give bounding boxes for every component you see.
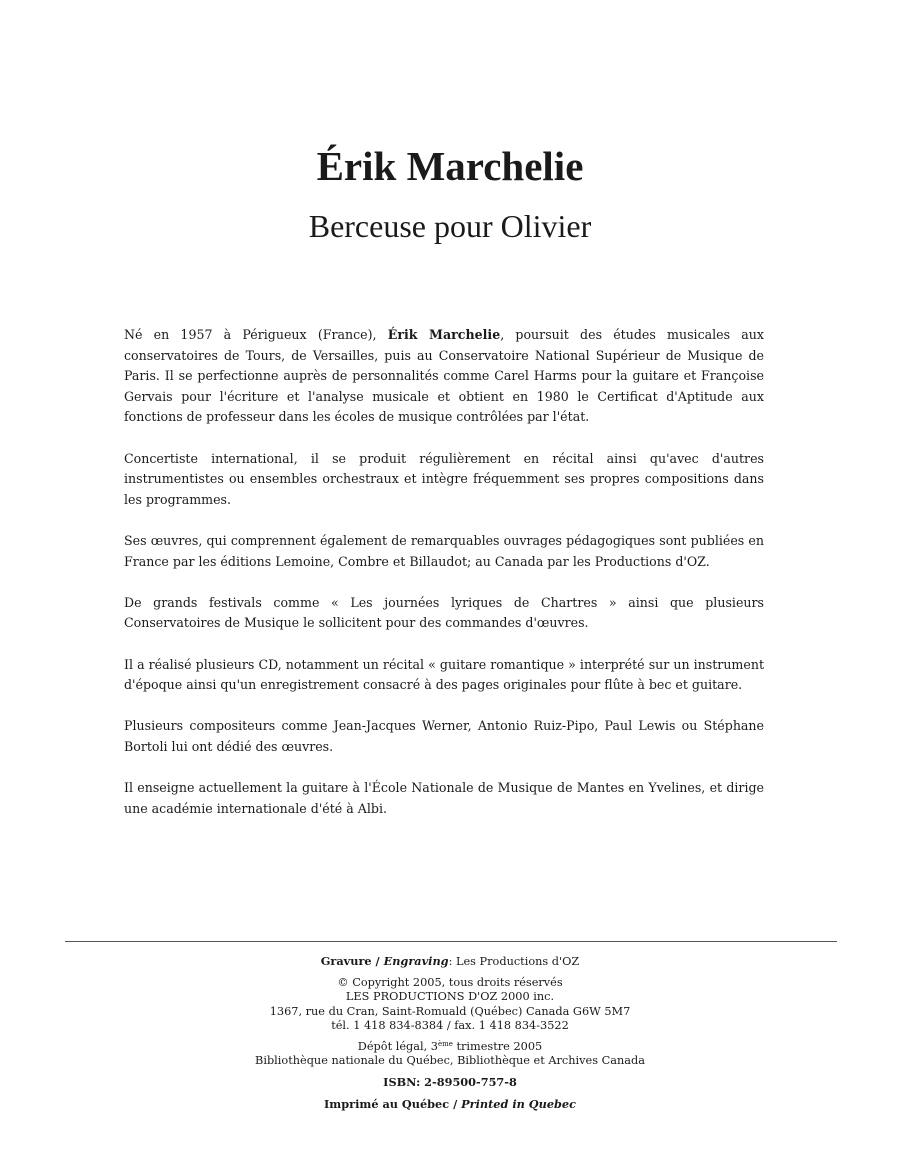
biography [124,325,764,840]
printed-fr: Imprimé au Québec [324,1097,450,1111]
libraries-line: Bibliothèque nationale du Québec, Bibliothèque et Archives Canada [255,1054,645,1067]
bio-paragraph-4: De grands festivals comme « Les journées lyriques de Chartres » ainsi que plusieurs Conservatoires de Musique le sollicitent pour des commandes d'œuvres. [124,594,764,631]
legal-deposit-suffix: trimestre 2005 [452,1039,543,1053]
bio-composer-name: Érik Marchelie [387,327,501,342]
printed-separator: / [449,1097,462,1111]
bio-p1-body: , poursuit des études musicales aux conservatoires de Tours, de Versailles, puis au Conservatoire National Supérieur de Musique de Paris. Il se perfectionne auprès de personnalités comme Carel Harms pour la guitare et Françoise Gervais pour l'écriture et l'analyse musicale et obtient en 1980 le Certificat d'Aptitude aux fonctions de professeur dans les écoles de musique contrôlées par l'état. [124,327,764,425]
composer-name: Érik Marchelie [316,143,584,189]
printed-en: Printed in Quebec [461,1097,576,1111]
publisher-address: 1367, rue du Cran, Saint-Romuald (Québec) Canada G6W 5M7 [269,1004,631,1018]
bio-paragraph-6: Plusieurs compositeurs comme Jean-Jacques Werner, Antonio Ruiz-Pipo, Paul Lewis ou Stéphane Bortoli lui ont dédié des œuvres. [124,718,764,754]
isbn: ISBN: 2-89500-757-8 [383,1074,517,1089]
legal-deposit-ordinal: ème [437,1039,453,1048]
bio-paragraph-5: Il a réalisé plusieurs CD, notamment un récital « guitare romantique » interprété sur un instrument d'époque ainsi qu'un enregistrement consacré à des pages originales pour flûte à bec et guitare. [124,656,764,693]
legal-deposit-prefix: Dépôt légal, 3 [357,1039,438,1053]
gravure-separator: / [371,954,384,968]
piece-title: Berceuse pour Olivier [308,208,592,244]
bio-paragraph-2: Concertiste international, il se produit régulièrement en récital ainsi qu'avec d'autres instrumentistes ou ensembles orchestraux et intègre fréquemment ses propres compositions dans les programmes. [124,450,764,507]
footer-divider [65,941,837,942]
bio-paragraph-1 [124,325,764,428]
publisher-name: LES PRODUCTIONS D'OZ 2000 inc. [345,990,555,1003]
gravure-value: : Les Productions d'OZ [448,955,580,968]
printed-in [0,1097,900,1113]
copyright-line: © Copyright 2005, tous droits réservés [337,975,563,989]
engraving-label: Engraving [383,954,449,968]
gravure-label: Gravure [320,954,372,968]
publisher-phone: tél. 1 418 834-8384 / fax. 1 418 834-3522 [331,1019,569,1032]
bio-paragraph-7: Il enseigne actuellement la guitare à l'École Nationale de Musique de Mantes en Yvelines, et dirige une académie internationale d'été à Albi. [124,780,764,816]
legal-deposit [0,1040,900,1055]
bio-p1-intro: Né en 1957 à Périgueux (France), [124,327,388,342]
colophon [0,954,900,1113]
bio-paragraph-3: Ses œuvres, qui comprennent également de remarquables ouvrages pédagogiques sont publiées en France par les éditions Lemoine, Combre et Billaudot; au Canada par les Productions d'OZ. [124,532,764,569]
gravure-credit [0,954,900,970]
